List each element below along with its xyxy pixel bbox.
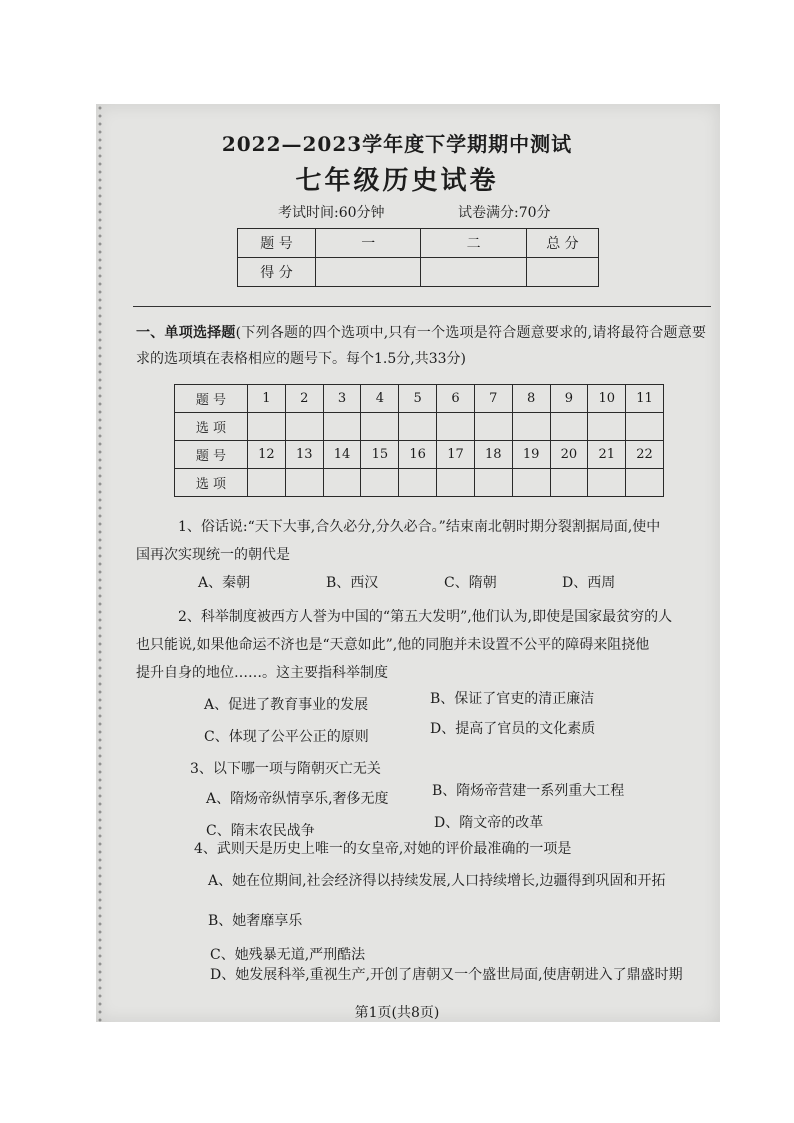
score-table-score-row [238, 258, 599, 287]
question-2-stem: 2、科举制度被西方人誉为中国的“第五大发明”,他们认为,即使是国家最贫穷的人 [178, 609, 673, 625]
answer-number-cell: 17 [437, 441, 475, 469]
answer-number-cell: 7 [474, 385, 512, 413]
answer-number-cell: 10 [588, 385, 626, 413]
section1-heading: 一、单项选择题 [136, 325, 236, 341]
answer-number-cell: 22 [626, 441, 664, 469]
answer-choice-label: 选 项 [175, 469, 248, 497]
answer-choice-cell[interactable] [474, 469, 512, 497]
answer-number-cell: 9 [550, 385, 588, 413]
score-table-header: 二 [421, 229, 526, 258]
question-4-option-b[interactable]: B、她奢靡享乐 [208, 913, 303, 929]
score-cell[interactable] [421, 258, 526, 287]
answer-number-cell: 16 [399, 441, 437, 469]
score-table-header-row [238, 229, 599, 258]
score-table [237, 228, 599, 287]
answer-number-cell: 3 [323, 385, 361, 413]
answer-number-cell: 2 [285, 385, 323, 413]
answer-num-label: 题 号 [175, 441, 248, 469]
question-2-option-d[interactable]: D、提高了官员的文化素质 [430, 721, 596, 737]
question-4-option-d[interactable]: D、她发展科举,重视生产,开创了唐朝又一个盛世局面,使唐朝进入了鼎盛时期 [210, 967, 683, 983]
answer-choice-cell[interactable] [323, 469, 361, 497]
question-4-option-a[interactable]: A、她在位期间,社会经济得以持续发展,人口持续增长,边疆得到巩固和开拓 [208, 873, 666, 889]
answer-table-row [175, 441, 664, 469]
question-3-option-c[interactable]: C、隋末农民战争 [206, 823, 315, 839]
question-3-option-b[interactable]: B、隋炀帝营建一系列重大工程 [432, 783, 625, 799]
answer-choice-cell[interactable] [437, 469, 475, 497]
section1-instructions-text: (下列各题的四个选项中,只有一个选项是符合题意要求的,请将最符合题意要求的选项填在表格相应的题号下。每个1.5分,共33分) [136, 325, 706, 367]
score-table-header: 题 号 [238, 229, 316, 258]
answer-choice-label: 选 项 [175, 413, 248, 441]
answer-choice-cell[interactable] [399, 413, 437, 441]
score-table-header: 一 [315, 229, 420, 258]
answer-number-cell: 20 [550, 441, 588, 469]
question-3-option-d[interactable]: D、隋文帝的改革 [434, 815, 544, 831]
answer-number-cell: 18 [474, 441, 512, 469]
answer-choice-cell[interactable] [626, 469, 664, 497]
question-4-option-c[interactable]: C、她残暴无道,严刑酷法 [210, 947, 366, 963]
answer-choice-cell[interactable] [474, 413, 512, 441]
answer-table-row [175, 469, 664, 497]
answer-table-row [175, 413, 664, 441]
question-2-option-a[interactable]: A、促进了教育事业的发展 [204, 697, 369, 713]
question-1-stem: 国再次实现统一的朝代是 [136, 547, 290, 563]
question-3-option-a[interactable]: A、隋炀帝纵情享乐,奢侈无度 [206, 791, 389, 807]
answer-table [174, 384, 664, 497]
answer-choice-cell[interactable] [399, 469, 437, 497]
answer-choice-cell[interactable] [361, 413, 399, 441]
question-1-stem: 1、俗话说:“天下大事,合久必分,分久必合。”结束南北朝时期分裂割据局面,使中 [178, 519, 661, 535]
answer-number-cell: 13 [285, 441, 323, 469]
question-1-option-b[interactable]: B、西汉 [326, 575, 379, 591]
answer-choice-cell[interactable] [550, 469, 588, 497]
answer-number-cell: 19 [512, 441, 550, 469]
answer-choice-cell[interactable] [626, 413, 664, 441]
binding-holes-decoration [96, 104, 106, 1022]
answer-number-cell: 15 [361, 441, 399, 469]
answer-number-cell: 12 [248, 441, 286, 469]
divider-line [133, 306, 711, 307]
exam-title: 2022—2023学年度下学期期中测试 [221, 132, 573, 156]
question-1-option-d[interactable]: D、西周 [562, 575, 616, 591]
answer-choice-cell[interactable] [550, 413, 588, 441]
answer-number-cell: 14 [323, 441, 361, 469]
answer-num-label: 题 号 [175, 385, 248, 413]
answer-choice-cell[interactable] [437, 413, 475, 441]
question-3-stem: 3、以下哪一项与隋朝灭亡无关 [190, 761, 381, 777]
exam-subtitle: 七年级历史试卷 [295, 166, 499, 196]
answer-number-cell: 5 [399, 385, 437, 413]
answer-number-cell: 11 [626, 385, 664, 413]
answer-number-cell: 4 [361, 385, 399, 413]
answer-choice-cell[interactable] [361, 469, 399, 497]
score-row-label: 得 分 [238, 258, 316, 287]
full-score: 试卷满分:70分 [458, 205, 551, 221]
question-2-option-b[interactable]: B、保证了官吏的清正廉洁 [430, 691, 595, 707]
answer-choice-cell[interactable] [248, 469, 286, 497]
answer-choice-cell[interactable] [512, 413, 550, 441]
answer-choice-cell[interactable] [248, 413, 286, 441]
answer-choice-cell[interactable] [588, 469, 626, 497]
question-1-option-c[interactable]: C、隋朝 [444, 575, 497, 591]
page-footer: 第1页(共8页) [354, 1005, 440, 1021]
question-2-stem: 也只能说,如果他命运不济也是“天意如此”,他的同胞并未设置不公平的障碍来阻挠他 [136, 637, 650, 653]
answer-number-cell: 1 [248, 385, 286, 413]
score-cell[interactable] [315, 258, 420, 287]
question-1-option-a[interactable]: A、秦朝 [198, 575, 251, 591]
score-cell[interactable] [526, 258, 598, 287]
answer-table-row [175, 385, 664, 413]
score-table-header: 总 分 [526, 229, 598, 258]
answer-number-cell: 21 [588, 441, 626, 469]
answer-choice-cell[interactable] [588, 413, 626, 441]
answer-choice-cell[interactable] [323, 413, 361, 441]
question-2-option-c[interactable]: C、体现了公平公正的原则 [204, 729, 369, 745]
question-4-stem: 4、武则天是历史上唯一的女皇帝,对她的评价最准确的一项是 [194, 841, 572, 857]
answer-choice-cell[interactable] [285, 469, 323, 497]
answer-choice-cell[interactable] [512, 469, 550, 497]
answer-number-cell: 6 [437, 385, 475, 413]
question-2-stem: 提升自身的地位……。这主要指科举制度 [136, 665, 388, 681]
answer-number-cell: 8 [512, 385, 550, 413]
exam-time: 考试时间:60分钟 [278, 205, 385, 221]
section1-instructions [136, 320, 706, 372]
answer-choice-cell[interactable] [285, 413, 323, 441]
